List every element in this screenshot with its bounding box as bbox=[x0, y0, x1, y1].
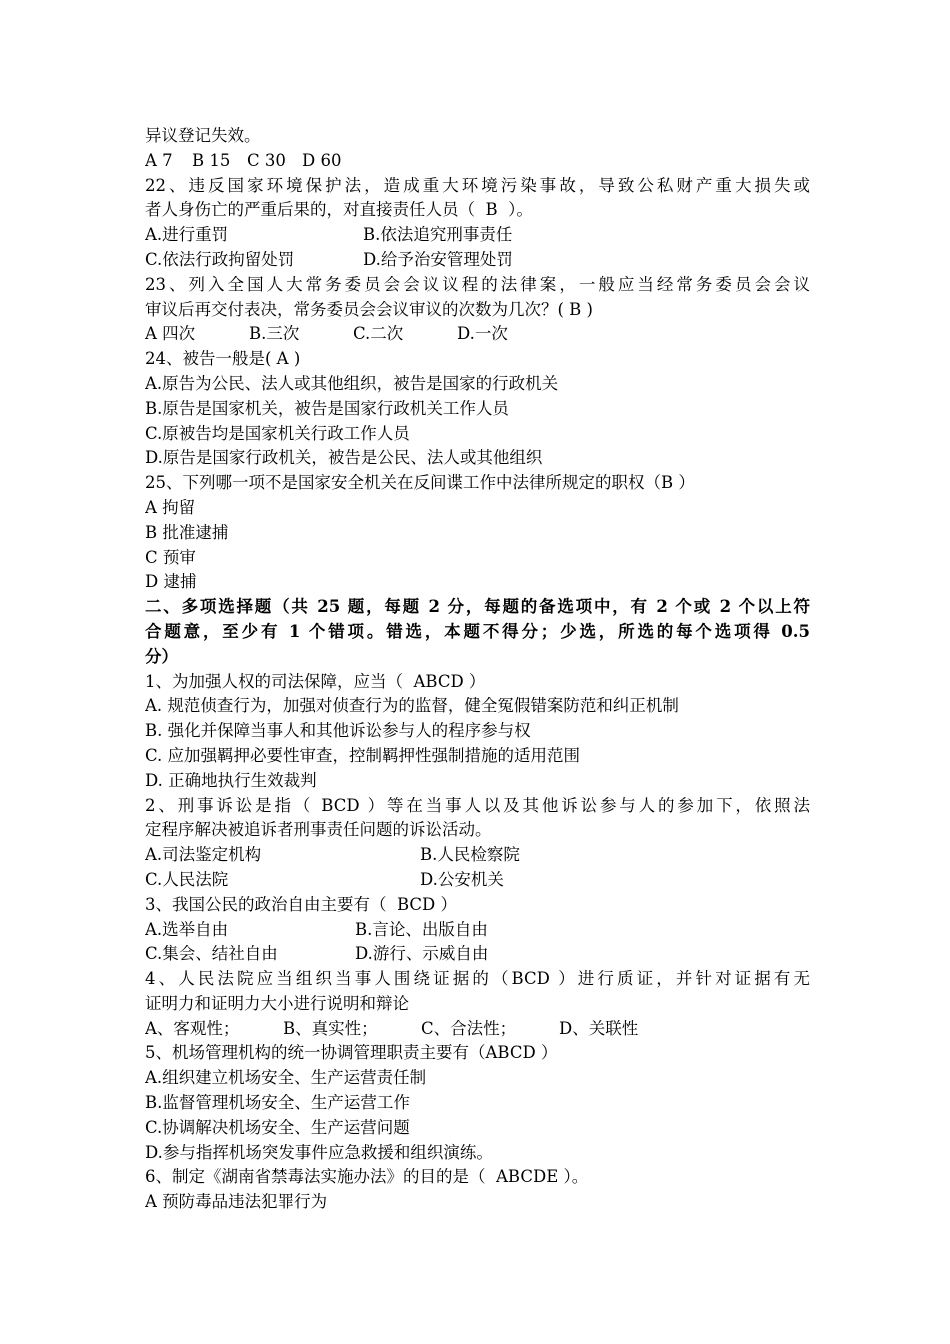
option-item: D.一次 bbox=[457, 324, 508, 344]
option-item: A.选举自由 bbox=[145, 919, 229, 939]
text-line: 2、刑事诉讼是指（ BCD ）等在当事人以及其他诉讼参与人的参加下，依照法 bbox=[145, 795, 810, 815]
text-line: 6、制定《湖南省禁毒法实施办法》的目的是（ ABCDE ）。 bbox=[145, 1167, 589, 1187]
option-item: D.给予治安管理处罚 bbox=[363, 249, 513, 269]
text-line bbox=[145, 223, 810, 248]
text-line: B 批准逮捕 bbox=[145, 522, 229, 542]
text-line: A. 规范侦查行为，加强对侦查行为的监督，健全冤假错案防范和纠正机制 bbox=[145, 696, 679, 716]
text-line bbox=[145, 942, 810, 967]
option-item: C、合法性； bbox=[421, 1018, 517, 1038]
option-item: B、真实性； bbox=[283, 1018, 378, 1038]
option-item: C.人民法院 bbox=[145, 869, 229, 889]
option-item: D.游行、示威自由 bbox=[355, 944, 489, 964]
text-line: 23、列入全国人大常务委员会会议议程的法律案，一般应当经常务委员会会议 bbox=[145, 274, 810, 294]
option-item: C.二次 bbox=[353, 324, 404, 344]
option-item: C.集会、结社自由 bbox=[145, 944, 278, 964]
text-line: 4、人民法院应当组织当事人围绕证据的（BCD ）进行质证，并针对证据有无 bbox=[145, 969, 810, 989]
option-item: B 15 bbox=[192, 150, 231, 170]
text-line bbox=[145, 322, 810, 347]
text-line: 25、下列哪一项不是国家安全机关在反间谍工作中法律所规定的职权（B ） bbox=[145, 473, 695, 493]
text-line: D.原告是国家行政机关，被告是公民、法人或其他组织 bbox=[145, 448, 543, 468]
text-line: 分） bbox=[145, 646, 178, 666]
text-line bbox=[145, 843, 810, 868]
text-line: B.原告是国家机关，被告是国家行政机关工作人员 bbox=[145, 398, 509, 418]
text-line: D. 正确地执行生效裁判 bbox=[145, 770, 317, 790]
text-line: 审议后再交付表决，常务委员会会议审议的次数为几次？( B ) bbox=[145, 299, 593, 319]
text-line: 异议登记失效。 bbox=[145, 126, 261, 145]
option-item: D、关联性 bbox=[559, 1018, 639, 1038]
text-line: 合题意，至少有 1 个错项。错选，本题不得分；少选，所选的每个选项得 0.5 bbox=[145, 621, 810, 641]
option-item: C 30 bbox=[247, 150, 286, 170]
document-body bbox=[145, 124, 810, 1215]
option-item: B.言论、出版自由 bbox=[355, 919, 488, 939]
text-line bbox=[145, 248, 810, 273]
text-line: A 拘留 bbox=[145, 497, 196, 517]
option-item: B.依法追究刑事责任 bbox=[363, 225, 513, 245]
option-item: D.公安机关 bbox=[420, 869, 504, 889]
text-line: B. 强化并保障当事人和其他诉讼参与人的程序参与权 bbox=[145, 721, 531, 741]
text-line: D.参与指挥机场突发事件应急救援和组织演练。 bbox=[145, 1142, 493, 1162]
text-line: 5、机场管理机构的统一协调管理职责主要有（ABCD ） bbox=[145, 1043, 558, 1063]
text-line: 22、违反国家环境保护法，造成重大环境污染事故，导致公私财产重大损失或 bbox=[145, 175, 810, 195]
option-item: A 7 bbox=[145, 150, 173, 170]
text-line bbox=[145, 1017, 810, 1042]
option-item: A.进行重罚 bbox=[145, 225, 229, 245]
option-item: D 60 bbox=[302, 150, 342, 170]
text-line: A 预防毒品违法犯罪行为 bbox=[145, 1192, 328, 1212]
text-line: A.组织建立机场安全、生产运营责任制 bbox=[145, 1068, 427, 1088]
text-line: 者人身伤亡的严重后果的，对直接责任人员（ B ）。 bbox=[145, 200, 533, 220]
text-line bbox=[145, 868, 810, 893]
text-line: 二、多项选择题（共 25 题，每题 2 分，每题的备选项中，有 2 个或 2 个以上符 bbox=[145, 597, 810, 617]
text-line: A.原告为公民、法人或其他组织，被告是国家的行政机关 bbox=[145, 373, 559, 393]
text-line: C.协调解决机场安全、生产运营问题 bbox=[145, 1117, 410, 1137]
text-line: 1、为加强人权的司法保障，应当（ ABCD ） bbox=[145, 671, 486, 691]
option-item: A 四次 bbox=[145, 324, 196, 344]
text-line: 证明力和证明力大小进行说明和辩论 bbox=[145, 993, 409, 1013]
text-line: C. 应加强羁押必要性审查，控制羁押性强制措施的适用范围 bbox=[145, 745, 581, 765]
text-line: B.监督管理机场安全、生产运营工作 bbox=[145, 1093, 410, 1113]
option-item: C.依法行政拘留处罚 bbox=[145, 249, 295, 269]
option-item: A.司法鉴定机构 bbox=[145, 845, 262, 865]
option-item: A、客观性； bbox=[145, 1018, 240, 1038]
text-line: 24、被告一般是( A ) bbox=[145, 349, 301, 369]
text-line: C 预审 bbox=[145, 547, 196, 567]
text-line: C.原被告均是国家机关行政工作人员 bbox=[145, 423, 410, 443]
text-line: 定程序解决被追诉者刑事责任问题的诉讼活动。 bbox=[145, 820, 492, 840]
text-line: D 逮捕 bbox=[145, 572, 197, 592]
option-item: B.三次 bbox=[249, 324, 300, 344]
text-line bbox=[145, 918, 810, 943]
option-item: B.人民检察院 bbox=[420, 845, 520, 865]
text-line: 3、我国公民的政治自由主要有（ BCD ） bbox=[145, 894, 458, 914]
text-line bbox=[145, 149, 810, 174]
